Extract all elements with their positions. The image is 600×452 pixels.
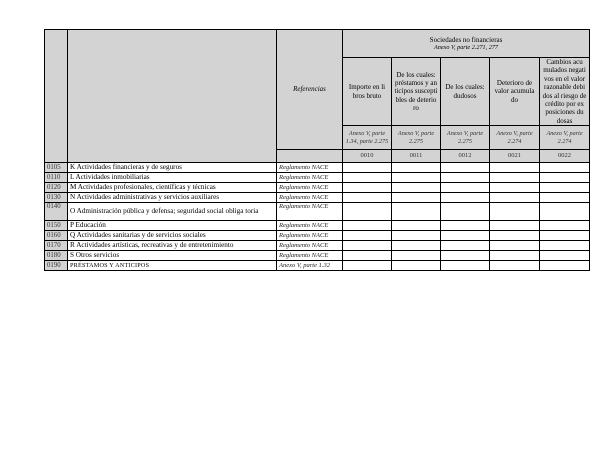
- data-cell[interactable]: [540, 193, 590, 203]
- data-cell[interactable]: [392, 193, 441, 203]
- table-row: [45, 261, 590, 271]
- data-cell[interactable]: [490, 241, 540, 251]
- data-cell[interactable]: [441, 241, 490, 251]
- row-reference: Reglamento NACE: [277, 193, 343, 203]
- row-reference: Reglamento NACE: [277, 241, 343, 251]
- table-row: [45, 173, 590, 183]
- row-reference: Reglamento NACE: [277, 183, 343, 193]
- data-cell[interactable]: [490, 221, 540, 231]
- table-row: [45, 241, 590, 251]
- column-ref: Anexo V, parte 2.275: [441, 126, 490, 150]
- data-cell[interactable]: [343, 203, 392, 221]
- data-cell[interactable]: [343, 241, 392, 251]
- column-code: 0012: [441, 150, 490, 163]
- nace-sector-table: [44, 29, 590, 271]
- table-row: [45, 221, 590, 231]
- row-code: 0105: [45, 163, 68, 173]
- data-cell[interactable]: [441, 163, 490, 173]
- data-cell[interactable]: [343, 183, 392, 193]
- data-cell[interactable]: [343, 163, 392, 173]
- row-label: Q Actividades sanitarias y de servicios sociales: [68, 231, 277, 241]
- row-label: P Educación: [68, 221, 277, 231]
- data-cell[interactable]: [392, 231, 441, 241]
- data-cell[interactable]: [490, 203, 540, 221]
- data-cell[interactable]: [540, 163, 590, 173]
- references-code-cell: [277, 150, 343, 163]
- row-label: S Otros servicios: [68, 251, 277, 261]
- column-ref: Anexo V, parte 2.274: [490, 126, 540, 150]
- column-header-gross-carrying: Importe en li bros bruto: [343, 58, 392, 126]
- group-subtitle: Anexo V, parte 2.271, 277: [434, 43, 499, 51]
- table-row: [45, 251, 590, 261]
- table-row: [45, 203, 590, 221]
- data-cell[interactable]: [490, 193, 540, 203]
- row-label: R Actividades artísticas, recreativas y de entretenimiento: [68, 241, 277, 251]
- row-reference: Reglamento NACE: [277, 173, 343, 183]
- column-code: 0011: [392, 150, 441, 163]
- column-header-fair-value-changes: Cambios acu mulados negati vos en el valor razonable debi dos al riesgo de crédito por ex posiciones du dosas: [540, 58, 590, 126]
- row-label: K Actividades financieras y de seguros: [68, 163, 277, 173]
- table-row: [45, 183, 590, 193]
- column-code: 0010: [343, 150, 392, 163]
- row-reference: Reglamento NACE: [277, 203, 343, 221]
- data-cell[interactable]: [343, 221, 392, 231]
- data-cell[interactable]: [441, 193, 490, 203]
- data-cell[interactable]: [540, 183, 590, 193]
- references-header: Referencias: [277, 30, 343, 150]
- data-cell[interactable]: [343, 261, 392, 271]
- data-cell[interactable]: [343, 193, 392, 203]
- row-reference: Reglamento NACE: [277, 163, 343, 173]
- data-cell[interactable]: [343, 173, 392, 183]
- row-reference: Anexo V, parte 1.32: [277, 261, 343, 271]
- row-reference: Reglamento NACE: [277, 231, 343, 241]
- data-cell[interactable]: [392, 163, 441, 173]
- table-row: [45, 163, 590, 173]
- row-label: N Actividades administrativas y servicios auxiliares: [68, 193, 277, 203]
- column-header-accumulated-impairment: Deterioro de valor acumula do: [490, 58, 540, 126]
- group-header: [343, 30, 590, 58]
- group-title: Sociedades no financieras: [429, 35, 503, 44]
- data-cell[interactable]: [540, 261, 590, 271]
- data-cell[interactable]: [392, 261, 441, 271]
- data-cell[interactable]: [343, 251, 392, 261]
- table-row: [45, 193, 590, 203]
- data-cell[interactable]: [540, 241, 590, 251]
- data-cell[interactable]: [392, 183, 441, 193]
- data-cell[interactable]: [343, 231, 392, 241]
- row-code: 0110: [45, 173, 68, 183]
- data-cell[interactable]: [441, 231, 490, 241]
- data-cell[interactable]: [392, 203, 441, 221]
- row-code: 0160: [45, 231, 68, 241]
- column-code: 0021: [490, 150, 540, 163]
- column-header-subject-impairment: De los cuales: préstamos y an ticipos suscepti bles de deterio ro: [392, 58, 441, 126]
- data-cell[interactable]: [490, 163, 540, 173]
- corner-code-header: [45, 30, 68, 163]
- data-cell[interactable]: [490, 173, 540, 183]
- data-cell[interactable]: [490, 251, 540, 261]
- row-label: PRÉSTAMOS Y ANTICIPOS: [68, 261, 277, 271]
- data-cell[interactable]: [540, 203, 590, 221]
- data-cell[interactable]: [392, 173, 441, 183]
- column-ref: Anexo V, parte 2.275: [392, 126, 441, 150]
- column-header-non-performing: De los cuales: dudosos: [441, 58, 490, 126]
- data-cell[interactable]: [490, 261, 540, 271]
- column-code: 0022: [540, 150, 590, 163]
- data-cell[interactable]: [540, 231, 590, 241]
- row-code: 0150: [45, 221, 68, 231]
- row-label: M Actividades profesionales, científicas y técnicas: [68, 183, 277, 193]
- column-ref: Anexo V, parte 2.274: [540, 126, 590, 150]
- data-cell[interactable]: [540, 251, 590, 261]
- data-cell[interactable]: [392, 221, 441, 231]
- corner-label-header: [68, 30, 277, 163]
- data-cell[interactable]: [490, 183, 540, 193]
- data-cell[interactable]: [441, 261, 490, 271]
- row-code: 0130: [45, 193, 68, 203]
- column-ref: Anexo V, parte 1.34, parte 2.275: [343, 126, 392, 150]
- row-label: O Administración pública y defensa; seguridad social obliga toria: [68, 203, 277, 221]
- row-code: 0140: [45, 203, 68, 221]
- data-cell[interactable]: [392, 241, 441, 251]
- row-code: 0170: [45, 241, 68, 251]
- row-code: 0190: [45, 261, 68, 271]
- data-cell[interactable]: [441, 221, 490, 231]
- data-cell[interactable]: [540, 173, 590, 183]
- row-label: L Actividades inmobiliarias: [68, 173, 277, 183]
- data-cell[interactable]: [441, 251, 490, 261]
- data-cell[interactable]: [441, 203, 490, 221]
- data-cell[interactable]: [441, 183, 490, 193]
- row-reference: Reglamento NACE: [277, 251, 343, 261]
- data-cell[interactable]: [540, 221, 590, 231]
- data-cell[interactable]: [490, 231, 540, 241]
- data-cell[interactable]: [392, 251, 441, 261]
- row-reference: Reglamento NACE: [277, 221, 343, 231]
- row-code: 0180: [45, 251, 68, 261]
- row-code: 0120: [45, 183, 68, 193]
- data-cell[interactable]: [441, 173, 490, 183]
- table-row: [45, 231, 590, 241]
